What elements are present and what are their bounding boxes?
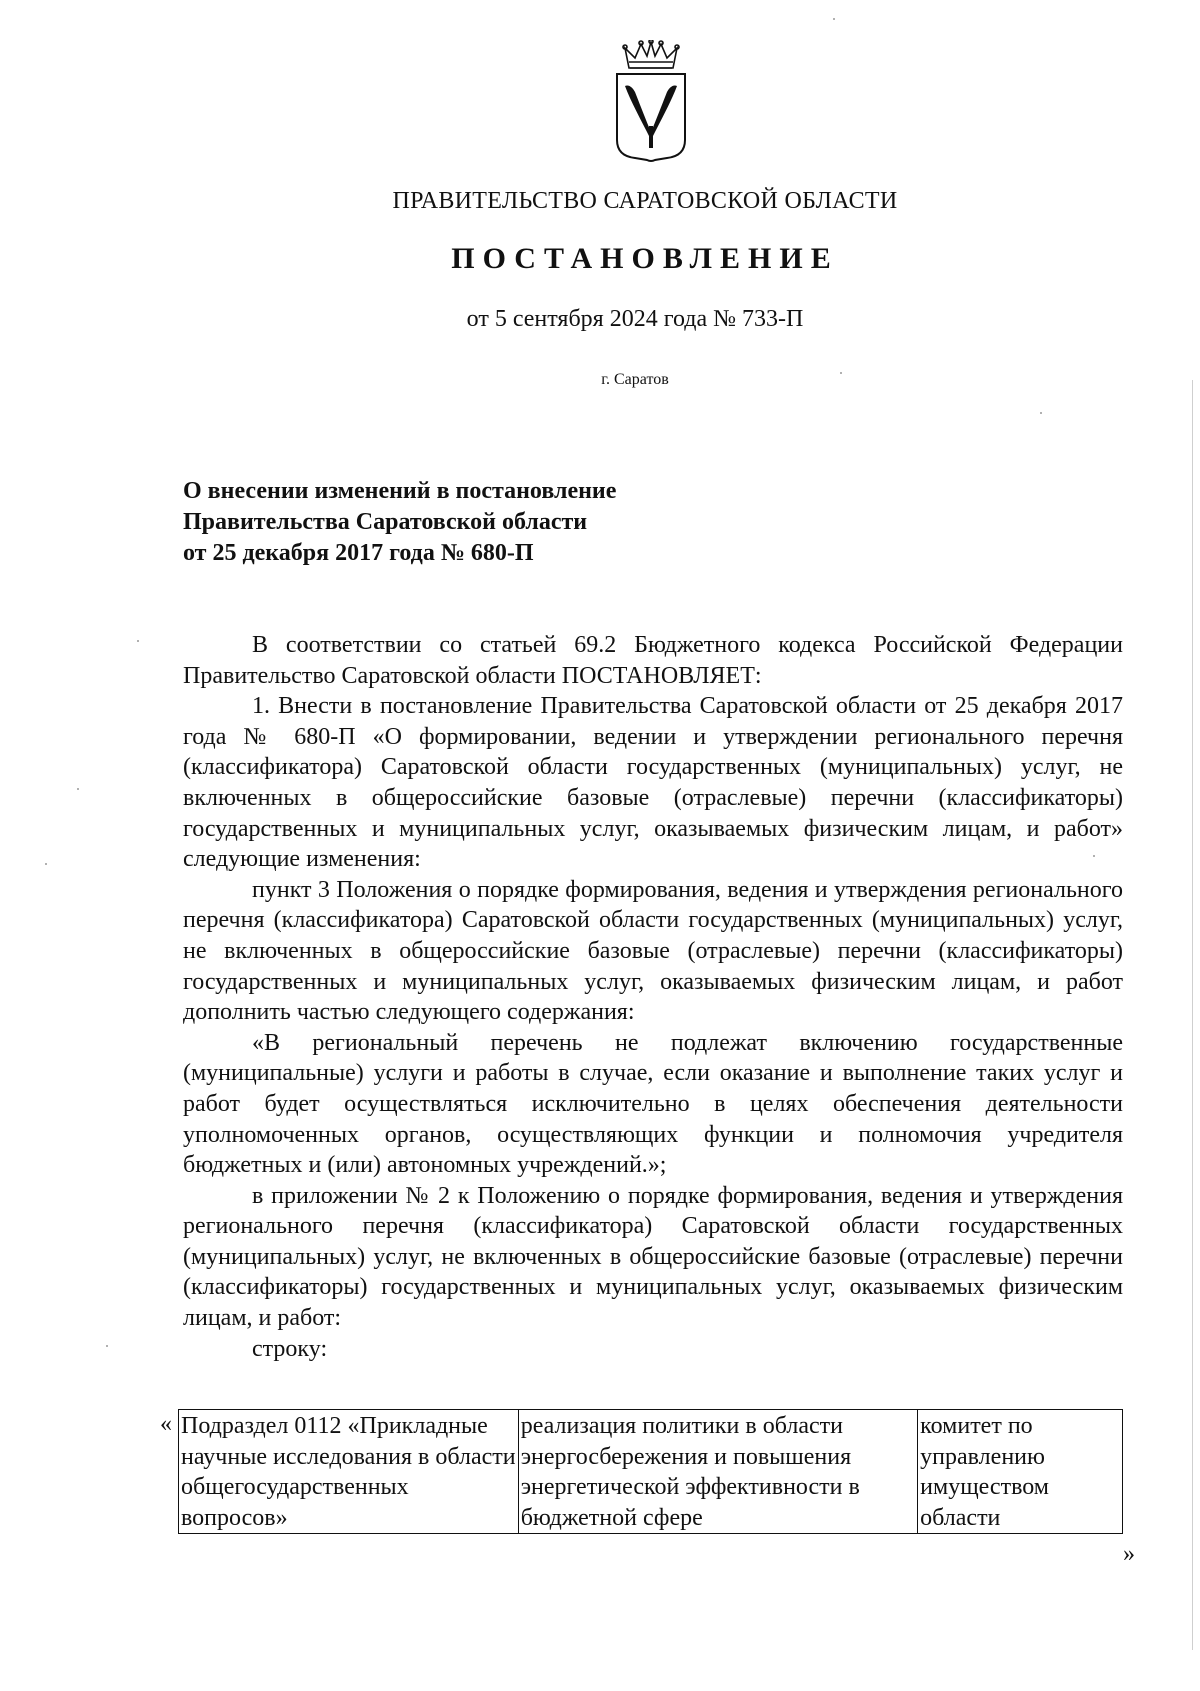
table-cell-description: реализация политики в области энергосбережения и повышения энергетической эффективности в бюджетной сфере <box>518 1410 917 1534</box>
document-subject <box>183 476 883 569</box>
table-row <box>179 1410 1123 1534</box>
scan-edge-line <box>1192 380 1193 1650</box>
scan-speck <box>833 18 835 20</box>
scan-speck <box>77 788 79 790</box>
document-place: г. Саратов <box>601 371 669 388</box>
scan-speck <box>137 640 139 642</box>
coat-of-arms-icon <box>611 40 691 168</box>
subject-line: О внесении изменений в постановление <box>183 478 617 504</box>
scan-speck <box>840 372 842 374</box>
close-quote: » <box>1123 1541 1135 1567</box>
document-body <box>183 630 1123 1364</box>
body-paragraph: В соответствии со статьей 69.2 Бюджетного кодекса Российской Федерации Правительство Саратовской области ПОСТАНОВЛЯЕТ: <box>183 632 1123 689</box>
scan-speck <box>106 1345 108 1347</box>
classifier-table <box>178 1409 1123 1534</box>
open-quote: « <box>160 1411 172 1437</box>
scan-speck <box>1040 412 1042 414</box>
document-date-number: от 5 сентября 2024 года № 733-П <box>466 306 804 332</box>
subject-line: от 25 декабря 2017 года № 680-П <box>183 540 534 566</box>
scan-speck <box>45 863 47 865</box>
table-cell-subsection: Подраздел 0112 «Прикладные научные исследования в области общегосударственных вопросов» <box>179 1410 519 1534</box>
subject-line: Правительства Саратовской области <box>183 509 588 535</box>
government-name: ПРАВИТЕЛЬСТВО САРАТОВСКОЙ ОБЛАСТИ <box>392 188 898 214</box>
body-paragraph: 1. Внести в постановление Правительства Саратовской области от 25 декабря 2017 года № 680-П «О формировании, ведении и утверждении регионального перечня (классификатора) Саратовской области государственных (муниципальных) услуг, не включенных в общероссийские базовые (отраслевые) перечни (классификаторы) государственных и муниципальных услуг, оказываемых физическим лицам, и работ» следующие изменения: <box>183 693 1123 873</box>
scan-speck <box>1093 855 1095 857</box>
document-type: ПОСТАНОВЛЕНИЕ <box>451 242 839 275</box>
body-paragraph: в приложении № 2 к Положению о порядке формирования, ведения и утверждения регионального перечня (классификатора) Саратовской области государственных (муниципальных) услуг, не включенных в общероссийские базовые (отраслевые) перечни (классификаторы) государственных и муниципальных услуг, оказываемых физическим лицам, и работ: <box>183 1182 1123 1332</box>
body-paragraph: пункт 3 Положения о порядке формирования, ведения и утверждения регионального перечня (классификатора) Саратовской области государственных (муниципальных) услуг, не включенных в общероссийские базовые (отраслевые) перечни (классификаторы) государственных и муниципальных услуг, оказываемых физическим лицам, и работ дополнить частью следующего содержания: <box>183 876 1123 1026</box>
body-paragraph: «В региональный перечень не подлежат включению государственные (муниципальные) услуги и работы в случае, если оказание и выполнение таких услуг и работ будет осуществляться исключительно в целях обеспечения деятельности уполномоченных органов, осуществляющих функции и полномочия учредителя бюджетных и (или) автономных учреждений.»; <box>183 1029 1123 1179</box>
table-cell-authority: комитет по управлению имуществом области <box>918 1410 1123 1534</box>
body-paragraph: строку: <box>252 1335 328 1362</box>
